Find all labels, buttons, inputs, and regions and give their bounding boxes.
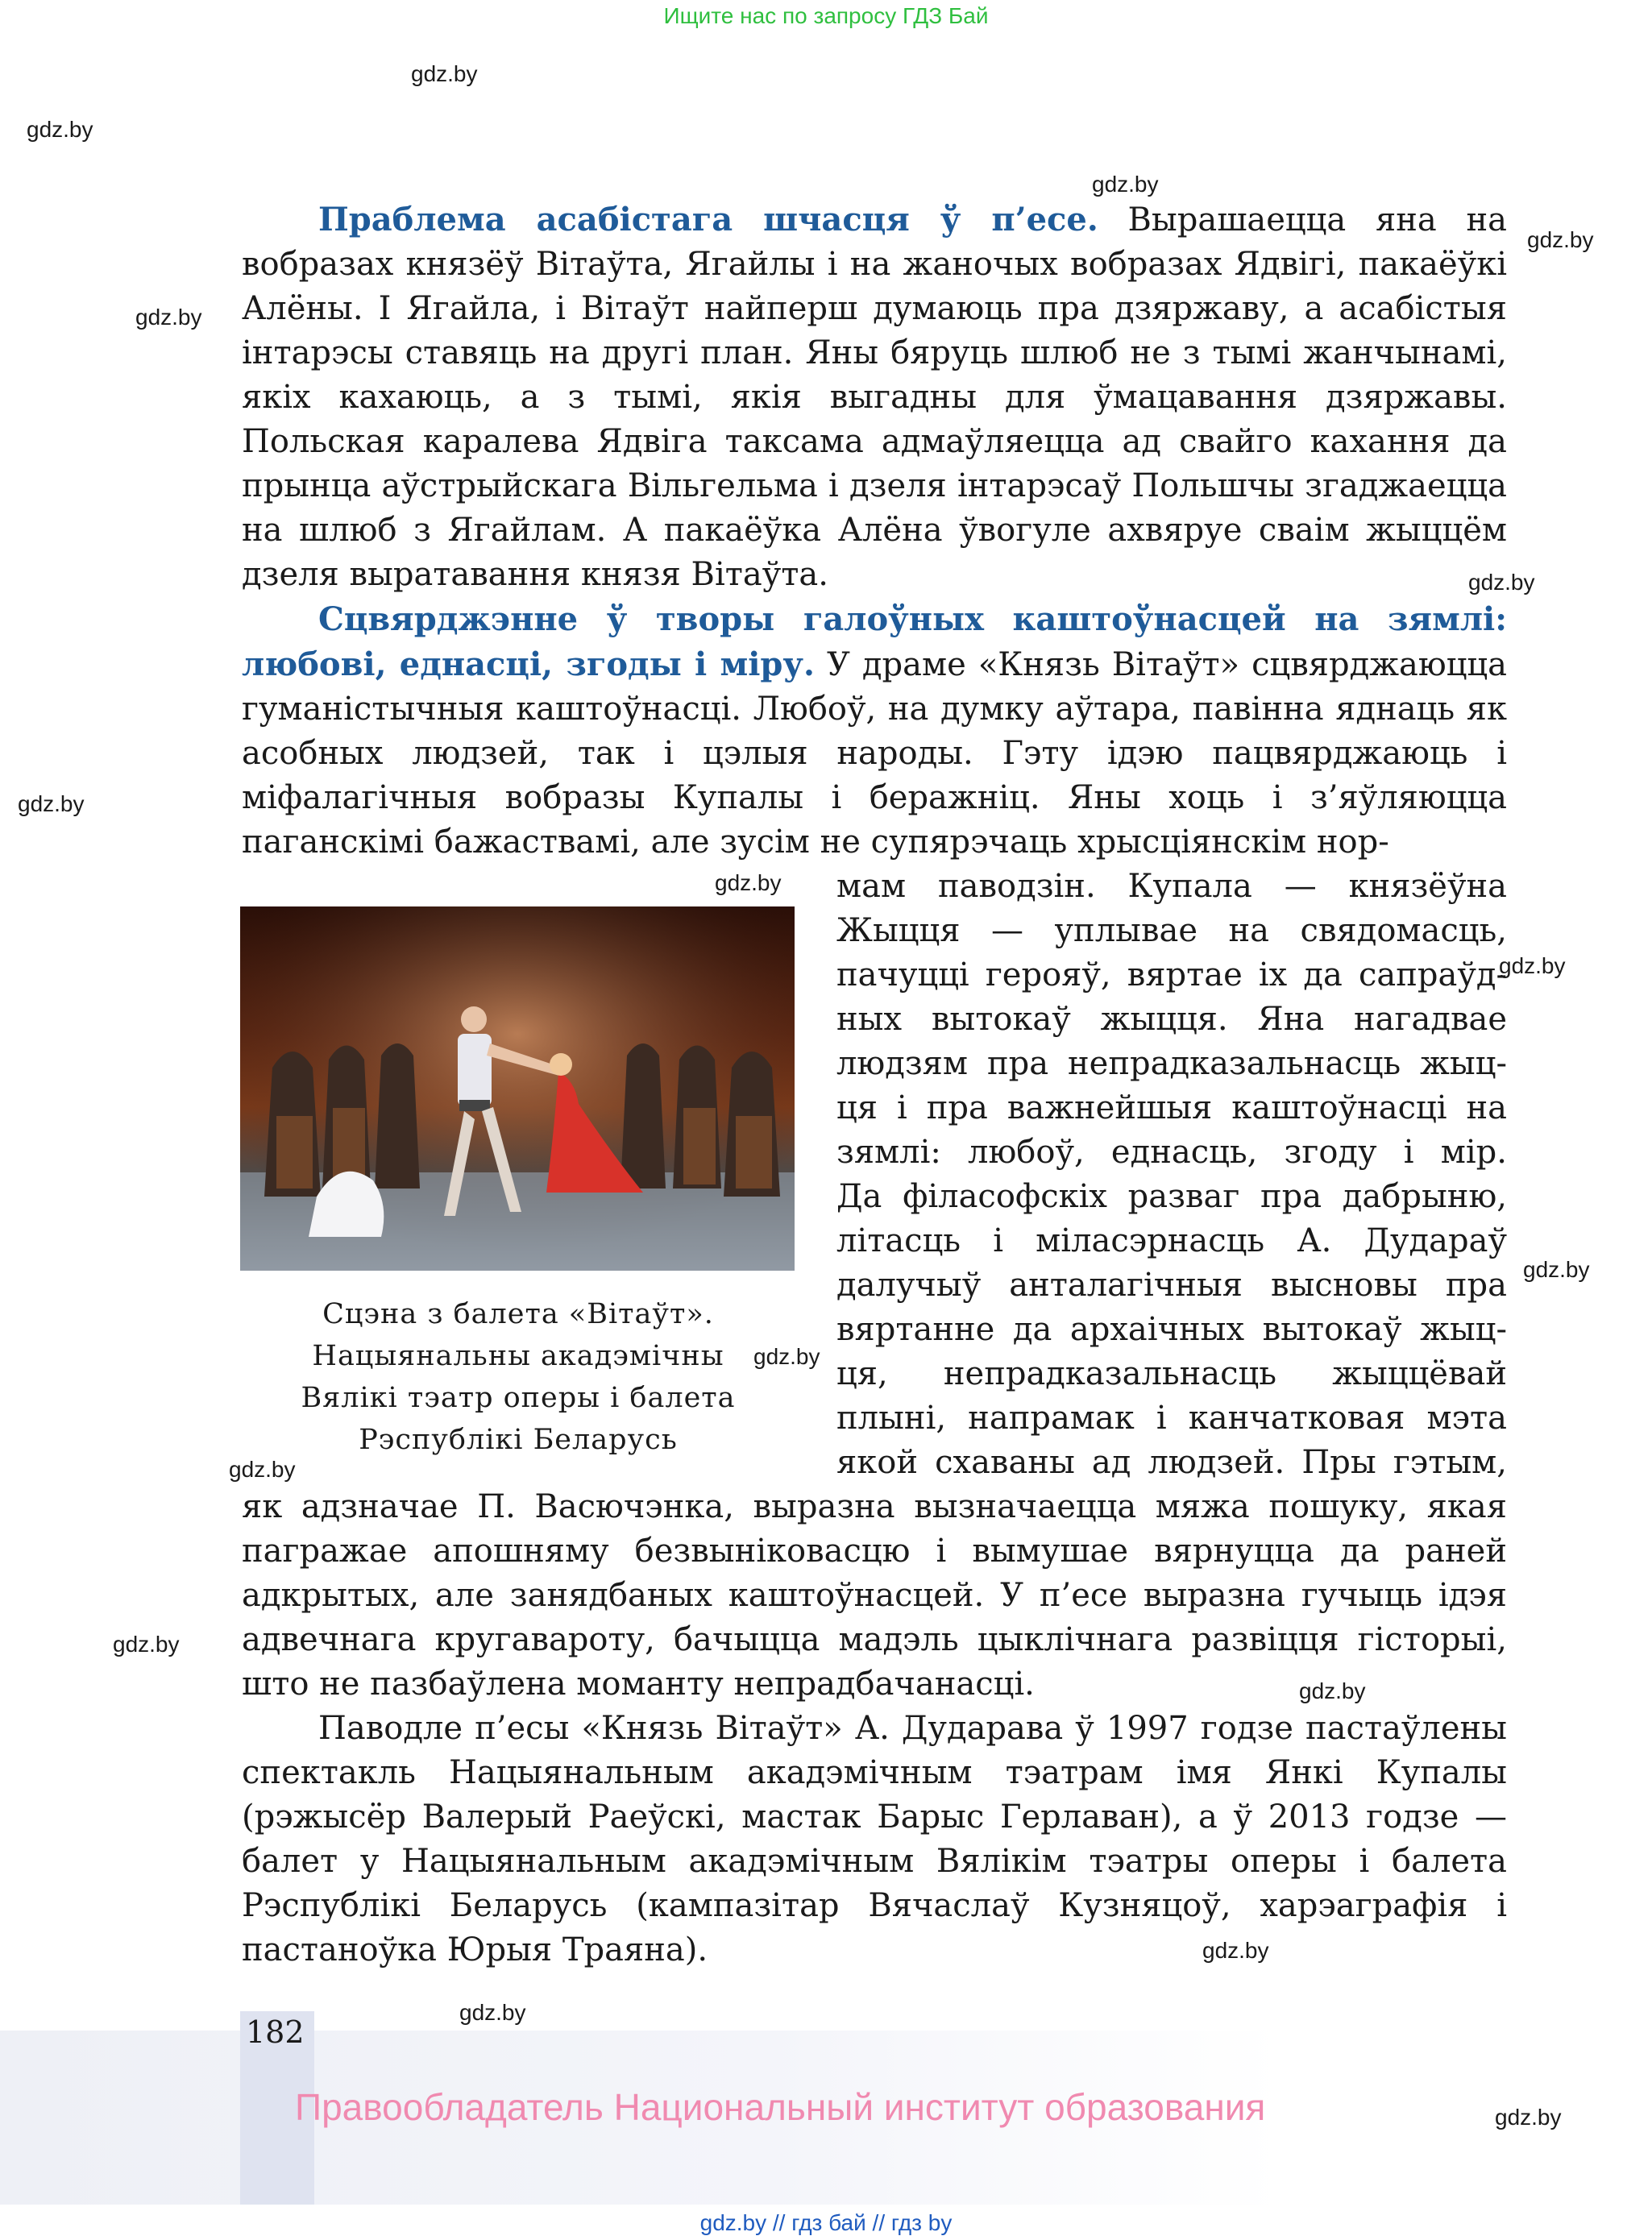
watermark: gdz.by [229,1457,296,1482]
caption-line: Нацыянальны акадэмічны [312,1340,724,1372]
bottom-links[interactable]: gdz.by // гдз бай // гдз by [699,2210,953,2235]
body-text-upper [242,197,1507,865]
side-text-column [836,865,1507,1485]
text-line: зямлі: любоў, еднасць, згоду і мір. [836,1134,1507,1171]
watermark: gdz.by [411,61,478,86]
watermark: gdz.by [27,117,93,142]
watermark: gdz.by [1523,1257,1590,1282]
body-text-lower [242,1485,1507,1973]
watermark: gdz.by [715,870,782,895]
paragraph-text: У драме «Князь Вітаўт» сцвярджаюцца гуманістычныя каштоўнасці. Любоў, на думку аўтара, павінна яднаць як асобных людзей, так і цэлыя народы. Гэту ідэю пацвярджаюць і міфалагічныя вобразы Купалы і беражніц. Яны хоць і з’яўляюцца паганскімі бажаствамі, але зусім не супярэчаць хрысціянскім нор- [242,646,1507,861]
watermark: gdz.by [135,305,202,330]
text-line: Жыцця — уплывае на свядомасць, [836,912,1507,949]
text-line: Да філасофскіх разваг пра дабрыню, [836,1178,1507,1215]
watermark: gdz.by [1299,1678,1366,1703]
text-line: ных вытокаў жыцця. Яна нагадвае [836,1001,1507,1038]
paragraph-personal-happiness [242,197,1507,597]
text-line: ця, непрадказальнасць жыццёвай [836,1355,1507,1392]
watermark: gdz.by [1527,227,1594,252]
watermark: gdz.by [753,1344,820,1369]
section-heading: Сцвярджэнне ў творы галоўных каштоўнасцей на зямлі: любові, еднасці, згоды і міру. [242,600,1507,683]
watermark: gdz.by [459,2000,526,2025]
text-line: якой схаваны ад людзей. Пры гэтым, [836,1444,1507,1481]
text-line: мам паводзін. Купала — князёўна [836,868,1507,905]
photo-caption [242,1293,795,1461]
paragraph-text: Вырашаецца яна на вобразах князёў Вітаўта, Ягайлы і на жаночых вобразах Ядвігі, пакаёўкі Алёны. І Ягайла, і Вітаўт найперш думаюць пра дзяржаву, а асабістыя інтарэсы ставяць на другі план. Яны бяруць шлюб не з тымі жанчынамі, якіх кахаюць, а з тымі, якія выгадны для ўмацавання дзяржавы. Польская каралева Ядвіга таксама адмаўляецца ад свайго кахання да прынца аўстрыйскага Вільгельма і дзеля інтарэсаў Польшчы згаджаецца на шлюб з Ягайлам. А пакаёўка Алёна ўвогуле ахвяруе сваім жыццём дзеля выратавання князя Вітаўта. [242,201,1508,593]
ballet-photo [240,906,795,1271]
watermark: gdz.by [18,791,85,816]
paragraph-values [242,597,1507,865]
watermark: gdz.by [1499,953,1566,978]
paragraph-continuation: як адзначае П. Васючэнка, выразна вызначаецца мяжа пошуку, якая пагражае апошняму безвыніковасцю і вымушае вярнуцца да раней адкрытых, але занядбаных каштоўнасцей. У п’есе выразна гучыць ідэя адвечнага кругавароту, бачыцца мадэль цыклічнага развіцця гісторыі, што не пазбаўлена моманту непрадбачанасці. [242,1488,1507,1703]
section-heading: Праблема асабістага шчасця ў п’есе. [318,201,1098,239]
text-line: плыні, напрамак і канчатковая мэта [836,1400,1507,1437]
text-line: людзям пра непрадказальнасць жыц- [836,1045,1507,1082]
paragraph-staging: Паводле п’есы «Князь Вітаўт» А. Дударава ў 1997 годзе пастаўлены спектакль Нацыянальным акадэмічным тэатрам імя Янкі Купалы (рэжысёр Валерый Раеўскі, мастак Барыс Герлаван), а ў 2013 годзе — балет у Нацыянальным акадэмічным Вялікім тэатры оперы і балета Рэспублікі Беларусь (кампазітар Вячаслаў Кузняцоў, харэаграфія і пастаноўка Юрыя Траяна). [242,1710,1507,1968]
caption-line: Сцэна з балета «Вітаўт». [322,1298,714,1330]
watermark: gdz.by [1468,570,1535,595]
copyright-notice: Правообладатель Национальный институт образования [295,2086,1266,2128]
caption-line: Рэспублікі Беларусь [359,1424,678,1456]
text-line: пачуцці герояў, вяртае іх да сапраўд- [836,956,1507,994]
watermark: gdz.by [1202,1938,1269,1963]
top-banner[interactable]: Ищите нас по запросу ГДЗ Бай [663,3,989,28]
text-line: літасць і міласэрнасць А. Дудараў [836,1222,1507,1259]
watermark: gdz.by [113,1632,180,1657]
watermark: gdz.by [1495,2105,1562,2130]
text-line: далучыў анталагічныя высновы пра [836,1267,1507,1304]
text-line: ця і пра важнейшыя каштоўнасці на [836,1089,1507,1126]
watermark: gdz.by [1092,172,1159,197]
ballet-scene-illustration [240,906,795,1271]
page-number: 182 [246,2014,305,2050]
text-line: вяртанне да архаічных вытокаў жыц- [836,1311,1507,1348]
caption-line: Вялікі тэатр оперы і балета [301,1382,736,1414]
